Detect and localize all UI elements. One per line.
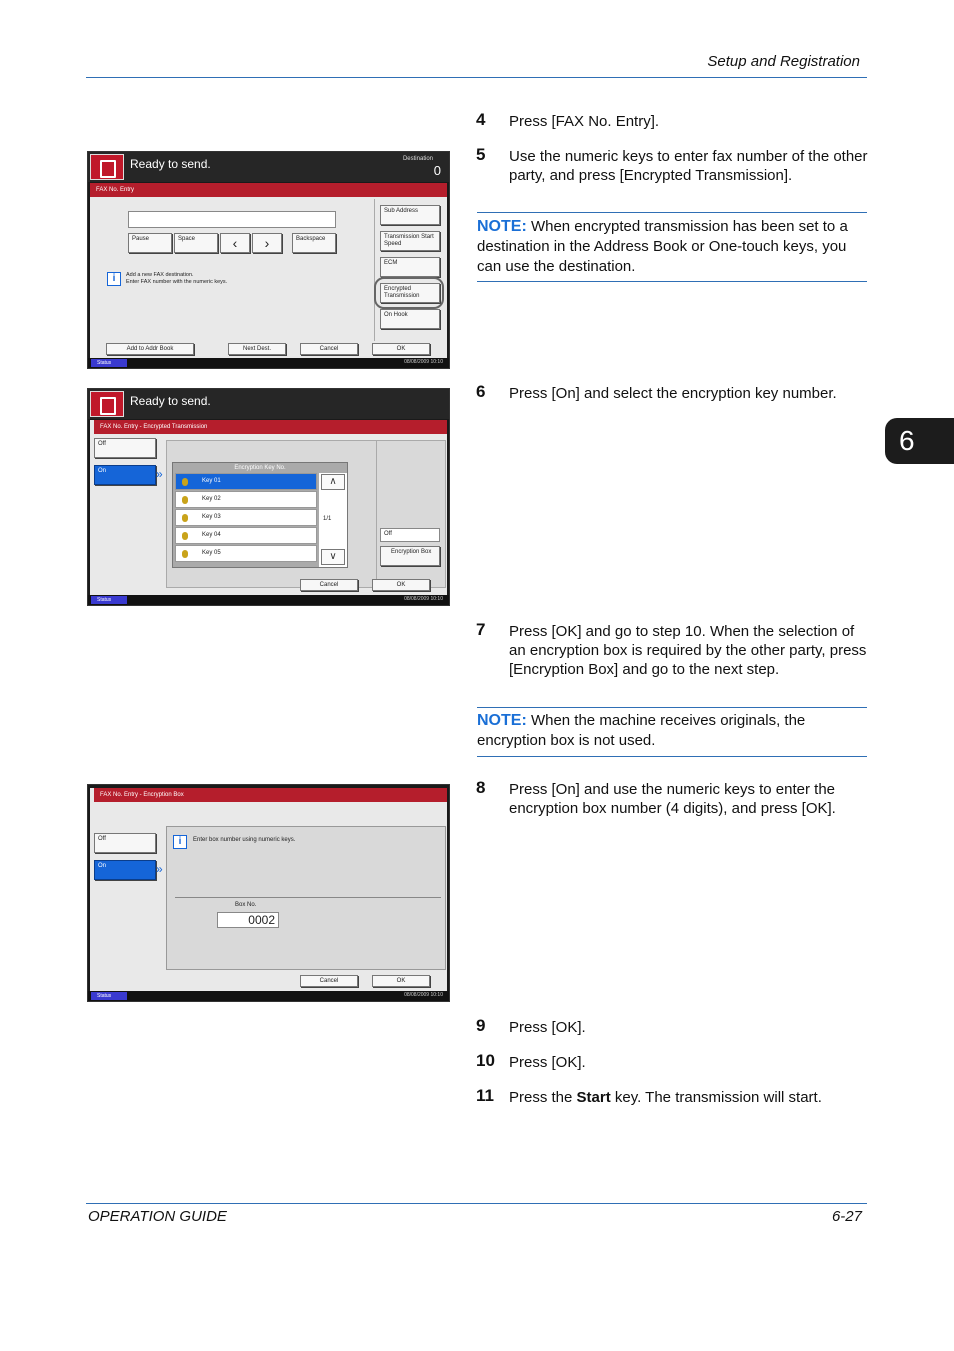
note-rule-bottom bbox=[477, 281, 867, 282]
key-icon bbox=[182, 478, 188, 486]
destination-count: 0 bbox=[433, 163, 441, 178]
key-row-02[interactable] bbox=[175, 491, 317, 508]
cursor-right-icon[interactable]: › bbox=[252, 233, 282, 253]
destination-label: Destination bbox=[402, 156, 433, 162]
step-text: Press [OK] and go to step 10. When the selection of an encryption box is required by the other party, press [Encryption Box] and go to the next step. bbox=[509, 623, 867, 678]
datetime: 08/08/2009 10:10 bbox=[404, 359, 443, 365]
datetime: 08/08/2009 10:10 bbox=[404, 596, 443, 602]
status-button[interactable]: Status bbox=[91, 992, 127, 1000]
double-chevron-icon: » bbox=[156, 467, 163, 481]
step-text: Press [On] and select the encryption key number. bbox=[509, 385, 837, 402]
step-text: Press [OK]. bbox=[509, 1054, 586, 1071]
note-rule-top bbox=[477, 707, 867, 708]
info-icon: i bbox=[173, 835, 187, 849]
step-number: 8 bbox=[476, 778, 486, 797]
send-icon bbox=[90, 154, 124, 180]
key-label: Key 05 bbox=[202, 550, 221, 556]
key-row-05[interactable] bbox=[175, 545, 317, 562]
note-rule-bottom bbox=[477, 756, 867, 757]
screen-body bbox=[90, 183, 447, 358]
key-list-title: Encryption Key No. bbox=[234, 465, 286, 471]
screen-title: FAX No. Entry bbox=[90, 183, 447, 197]
section-header: Setup and Registration bbox=[707, 53, 860, 70]
box-number-input[interactable]: 0002 bbox=[217, 912, 279, 928]
info-text: Enter box number using numeric keys. bbox=[193, 837, 296, 843]
key-row-01[interactable] bbox=[175, 473, 317, 490]
screen-topbar bbox=[88, 389, 449, 419]
step-text: Use the numeric keys to enter fax number of the other party, and press [Encrypted Transmission]. bbox=[509, 148, 868, 184]
screen-encrypted-transmission bbox=[87, 388, 450, 606]
status-button[interactable]: Status bbox=[91, 359, 127, 367]
step-number: 5 bbox=[476, 145, 486, 164]
backspace-button[interactable]: Backspace bbox=[292, 233, 336, 253]
double-chevron-icon: » bbox=[156, 862, 163, 876]
note-rule-top bbox=[477, 212, 867, 213]
step-text-pre: Press the bbox=[509, 1089, 577, 1106]
note-label: NOTE: bbox=[477, 218, 527, 235]
ecm-button[interactable]: ECM bbox=[380, 257, 440, 277]
step-number: 10 bbox=[476, 1051, 495, 1070]
screen-title: FAX No. Entry - Encryption Box bbox=[94, 788, 447, 802]
cancel-button[interactable]: Cancel bbox=[300, 343, 358, 355]
divider bbox=[374, 199, 375, 341]
chapter-tab: 6 bbox=[885, 418, 954, 464]
space-button[interactable]: Space bbox=[174, 233, 218, 253]
page-indicator: 1/1 bbox=[323, 516, 332, 522]
highlight-ring bbox=[374, 277, 444, 309]
ok-button[interactable]: OK bbox=[372, 343, 430, 355]
start-key-label: Start bbox=[576, 1089, 611, 1106]
step-text: Press [OK]. bbox=[509, 1019, 586, 1036]
scroll-down-icon[interactable]: ∨ bbox=[321, 549, 345, 565]
step-text-post: key. The transmission will start. bbox=[610, 1089, 822, 1106]
note-block bbox=[477, 217, 867, 277]
footer-guide-title: OPERATION GUIDE bbox=[88, 1208, 227, 1225]
note-block bbox=[477, 711, 867, 751]
scroll-up-icon[interactable]: ∧ bbox=[321, 474, 345, 490]
step-number: 6 bbox=[476, 382, 486, 401]
sub-address-button[interactable]: Sub Address bbox=[380, 205, 440, 225]
key-icon bbox=[182, 532, 188, 540]
key-label: Key 04 bbox=[202, 532, 221, 538]
status-bar bbox=[88, 358, 449, 368]
page-number: 6-27 bbox=[831, 1208, 862, 1225]
encrypted-transmission-button[interactable]: Encrypted Transmission bbox=[380, 283, 440, 303]
info-text: Add a new FAX destination. Enter FAX number with the numeric keys. bbox=[126, 272, 228, 285]
screen-body bbox=[90, 420, 447, 595]
step-number: 9 bbox=[476, 1016, 486, 1035]
fax-number-input[interactable] bbox=[128, 211, 336, 228]
footer-rule bbox=[86, 1203, 867, 1204]
next-dest-button[interactable]: Next Dest. bbox=[228, 343, 286, 355]
on-button[interactable]: On bbox=[94, 465, 156, 485]
screen-topbar bbox=[88, 152, 449, 182]
pause-button[interactable]: Pause bbox=[128, 233, 172, 253]
step-text: Press [FAX No. Entry]. bbox=[509, 113, 660, 130]
header-rule bbox=[86, 77, 867, 78]
key-label: Key 02 bbox=[202, 496, 221, 502]
step-number: 7 bbox=[476, 620, 486, 639]
key-icon bbox=[182, 514, 188, 522]
ok-button[interactable]: OK bbox=[372, 975, 430, 987]
divider bbox=[376, 440, 377, 588]
step-number: 4 bbox=[476, 110, 486, 129]
step-text: Press [On] and use the numeric keys to enter the encryption box number (4 digits), and press [OK]. bbox=[509, 781, 836, 817]
ok-button[interactable]: OK bbox=[372, 579, 430, 591]
on-hook-button[interactable]: On Hook bbox=[380, 309, 440, 329]
encryption-box-button[interactable]: Encryption Box bbox=[380, 546, 440, 566]
add-to-addr-book-button[interactable]: Add to Addr Book bbox=[106, 343, 194, 355]
off-button[interactable]: Off bbox=[94, 438, 156, 458]
info-icon: i bbox=[107, 272, 121, 286]
screen-body bbox=[90, 788, 447, 991]
status-message: Ready to send. bbox=[130, 394, 211, 408]
transmission-start-speed-button[interactable]: Transmission Start Speed bbox=[380, 231, 440, 251]
status-bar bbox=[88, 595, 449, 605]
key-label: Key 01 bbox=[202, 478, 221, 484]
datetime: 08/08/2009 10:10 bbox=[404, 992, 443, 998]
key-label: Key 03 bbox=[202, 514, 221, 520]
box-panel bbox=[166, 826, 446, 970]
key-row-03[interactable] bbox=[175, 509, 317, 526]
screen-title: FAX No. Entry - Encrypted Transmission bbox=[94, 420, 447, 434]
step-number: 11 bbox=[476, 1086, 494, 1105]
step-text bbox=[509, 1088, 869, 1107]
screen-encryption-box bbox=[87, 784, 450, 1002]
note-label: NOTE: bbox=[477, 712, 527, 729]
key-row-04[interactable] bbox=[175, 527, 317, 544]
cursor-left-icon[interactable]: ‹ bbox=[220, 233, 250, 253]
box-number-label: Box No. bbox=[235, 902, 257, 908]
status-bar bbox=[88, 991, 449, 1001]
divider bbox=[175, 897, 441, 898]
cancel-button[interactable]: Cancel bbox=[300, 975, 358, 987]
key-icon bbox=[182, 550, 188, 558]
key-icon bbox=[182, 496, 188, 504]
note-text: When encrypted transmission has been set to a destination in the Address Book or One-touch keys, you can use the destination. bbox=[477, 218, 848, 275]
cancel-button[interactable]: Cancel bbox=[300, 579, 358, 591]
note-text: When the machine receives originals, the encryption box is not used. bbox=[477, 712, 806, 749]
send-icon bbox=[90, 391, 124, 417]
status-button[interactable]: Status bbox=[91, 596, 127, 604]
on-button[interactable]: On bbox=[94, 860, 156, 880]
encryption-box-value: Off bbox=[380, 528, 440, 542]
screen-fax-no-entry bbox=[87, 151, 450, 369]
key-list bbox=[172, 462, 348, 568]
off-button[interactable]: Off bbox=[94, 833, 156, 853]
status-message: Ready to send. bbox=[130, 157, 211, 171]
